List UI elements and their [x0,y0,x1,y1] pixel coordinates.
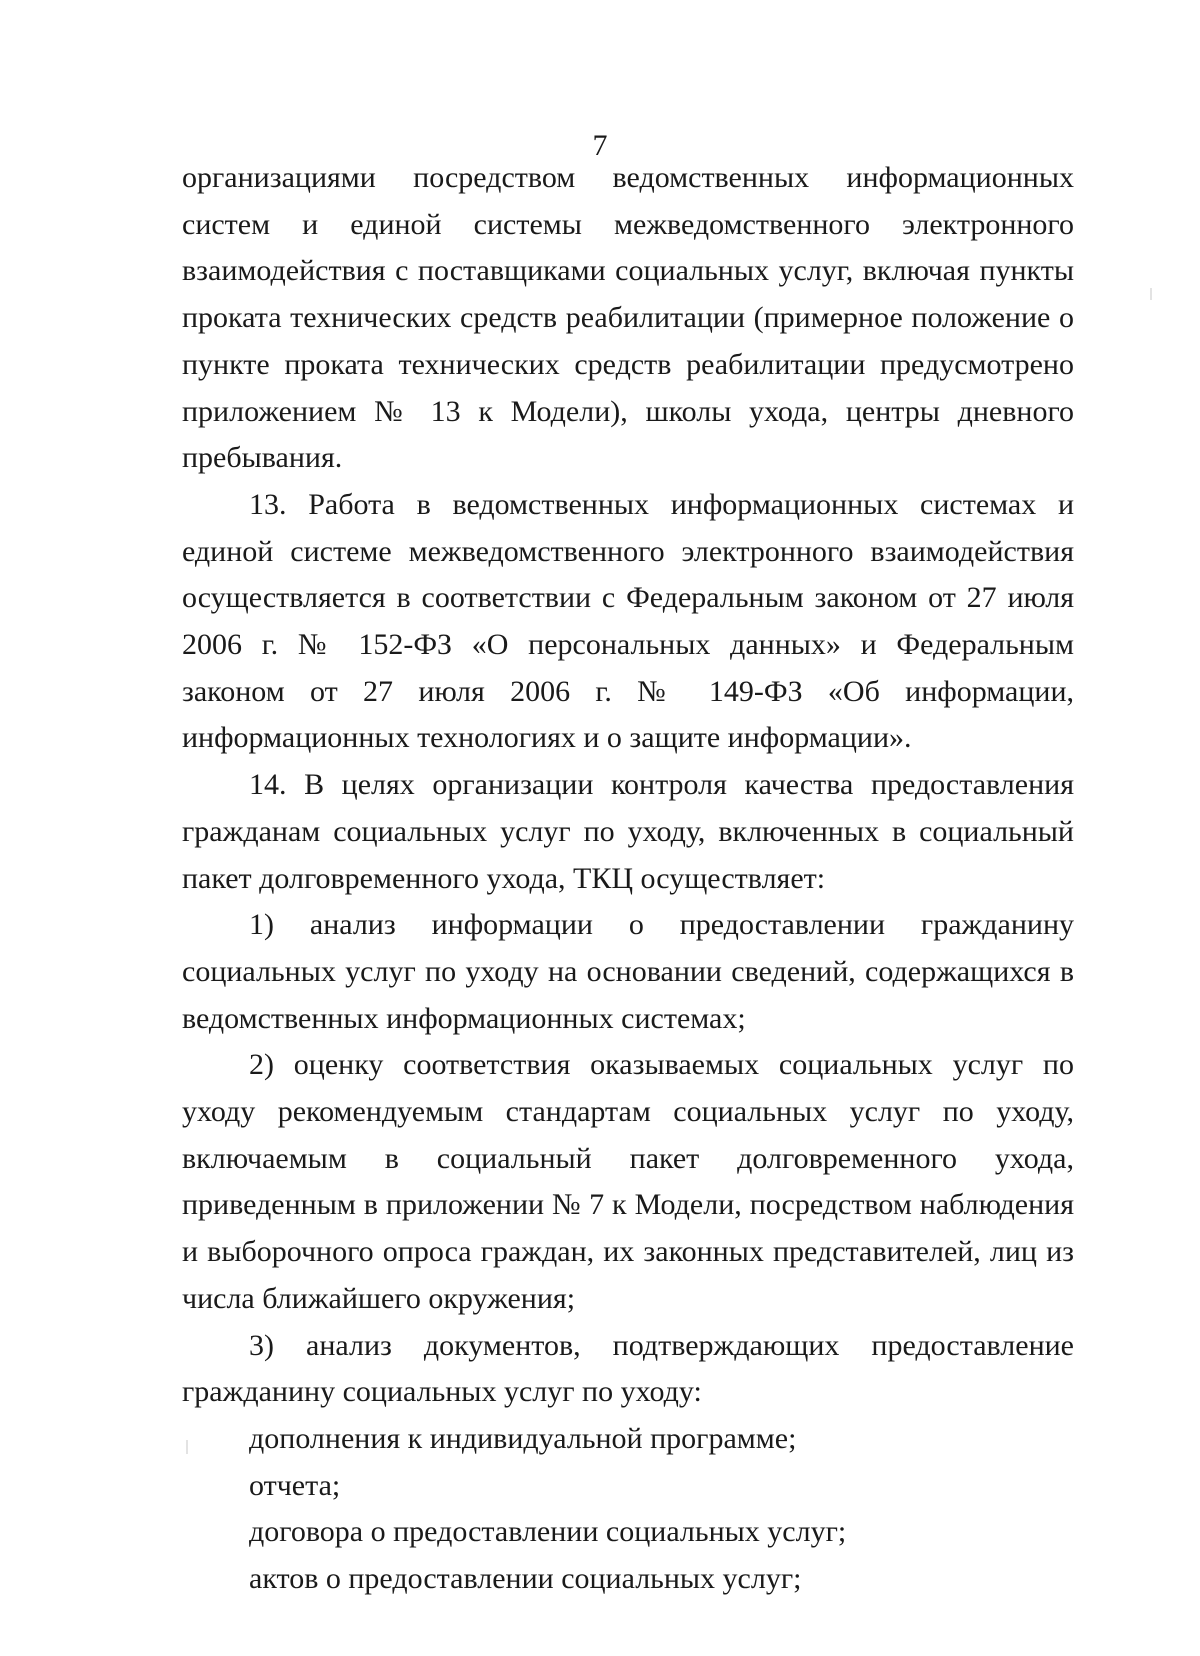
paragraph-14-item-1: 1) анализ информации о предоставлении гражданину социальных услуг по уходу на основании сведений, содержащихся в ведомственных информационных системах; [182,908,1074,1035]
paragraph-13: 13. Работа в ведомственных информационных системах и единой системе межведомственного электронного взаимодействия осуществляется в соответствии с Федеральным законом от 27 июля 2006 г. № 152-ФЗ «О персональных данных» и Федеральным законом от 27 июля 2006 г. № 149-ФЗ «Об информации, информационных технологиях и о защите информации». [182,487,1074,755]
document-list [182,1416,1074,1603]
scan-artifact [186,1440,188,1454]
list-item: дополнения к индивидуальной программе; [249,1421,797,1455]
list-item: актов о предоставлении социальных услуг; [249,1562,802,1596]
scan-artifact [1150,288,1152,300]
page-number: 7 [592,129,608,162]
paragraph-14-item-3: 3) анализ документов, подтверждающих предоставление гражданину социальных услуг по уходу: [182,1328,1074,1409]
paragraph-14-item-2: 2) оценку соответствия оказываемых социальных услуг по уходу рекомендуемым стандартам социальных услуг по уходу, включаемым в социальный пакет долговременного ухода, приведенным в приложении № 7 к Модели, посредством наблюдения и выборочного опроса граждан, их законных представителей, лиц из числа ближайшего окружения; [182,1048,1074,1315]
document-body [182,155,1074,1603]
paragraph-14: 14. В целях организации контроля качества предоставления гражданам социальных услуг по уходу, включенных в социальный пакет долговременного ухода, ТКЦ осуществляет: [182,768,1074,895]
list-item: отчета; [249,1468,341,1502]
paragraph-continuation: организациями посредством ведомственных информационных систем и единой системы межведомственного электронного взаимодействия с поставщиками социальных услуг, включая пункты проката технических средств реабилитации (примерное положение о пункте проката технических средств реабилитации предусмотрено приложением № 13 к Модели), школы ухода, центры дневного пребывания. [182,161,1074,475]
list-item: договора о предоставлении социальных услуг; [249,1515,847,1549]
